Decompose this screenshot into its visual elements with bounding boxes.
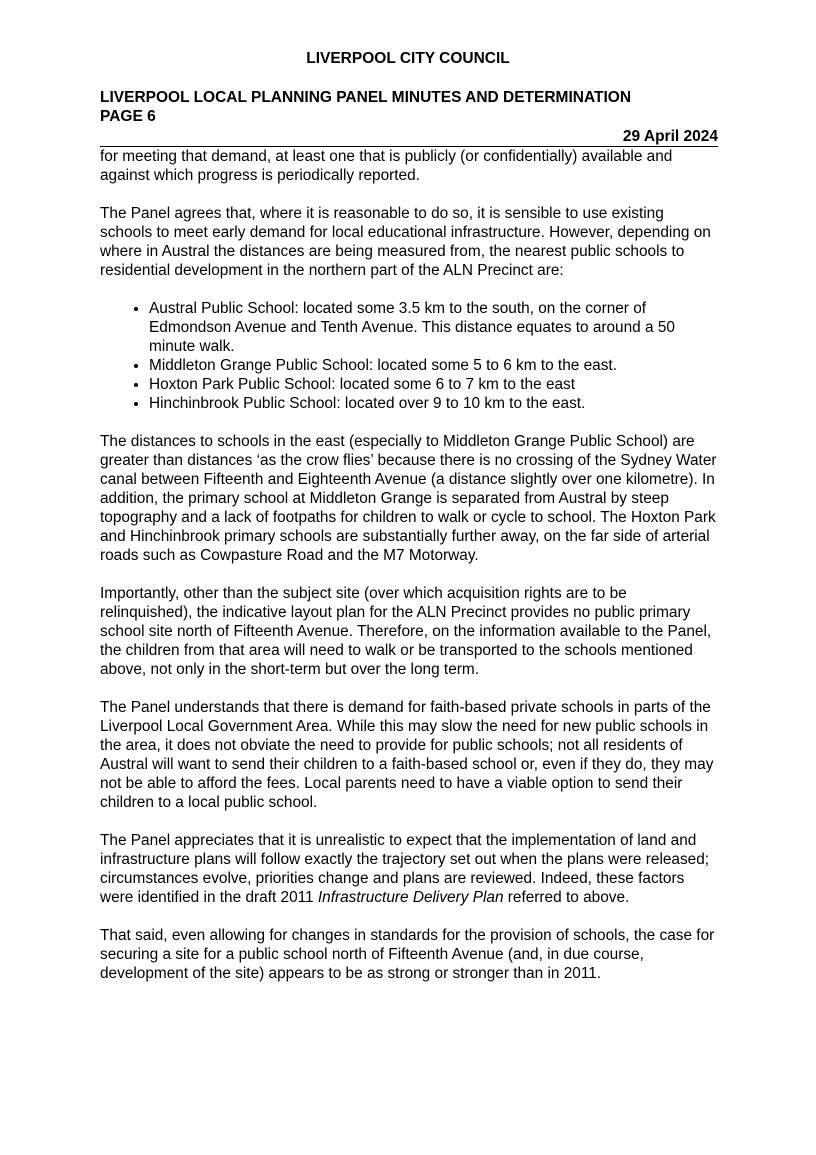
paragraph: Importantly, other than the subject site (over which acquisition rights are to be relinquished), the indicative layout plan for the ALN Precinct provides no public primary school site north of Fifteenth Avenue. Therefore, on the information available to the Panel, the children from that area will need to walk or be transported to the schools mentioned above, not only in the short-term but over the long term. bbox=[100, 585, 712, 678]
paragraph: That said, even allowing for changes in standards for the provision of schools, the case for securing a site for a public school north of Fifteenth Avenue (and, in due course, development of the site) appears to be as strong or stronger than in 2011. bbox=[100, 927, 715, 982]
paragraph: for meeting that demand, at least one that is publicly (or confidentially) available and against which progress is periodically reported. bbox=[100, 148, 673, 184]
document-title-line: LIVERPOOL LOCAL PLANNING PANEL MINUTES AND DETERMINATION bbox=[100, 89, 632, 106]
document-date: 29 April 2024 bbox=[622, 128, 718, 145]
paragraph-text: referred to above. bbox=[503, 889, 630, 906]
list-item: • Hinchinbrook Public School: located over 9 to 10 km to the east. bbox=[149, 394, 720, 413]
paragraph: The Panel understands that there is demand for faith-based private schools in parts of the Liverpool Local Government Area. While this may slow the need for new public schools in the area, it does not obviate the need to provide for public schools; not all residents of Austral will want to send their children to a faith-based school or, even if they do, they may not be able to afford the fees. Local parents need to have a viable option to send their children to a local public school. bbox=[100, 699, 714, 811]
list-item: • Hoxton Park Public School: located some 6 to 7 km to the east bbox=[149, 375, 720, 394]
council-name: LIVERPOOL CITY COUNCIL bbox=[306, 50, 510, 67]
document-title bbox=[100, 88, 720, 126]
paragraph: The distances to schools in the east (especially to Middleton Grange Public School) are greater than distances ‘as the crow flies’ because there is no crossing of the Sydney Water canal between Fifteenth and Eighteenth Avenue (a distance slightly over one kilometre). In addition, the primary school at Middleton Grange is separated from Austral by steep topography and a lack of footpaths for children to walk or cycle to school. The Hoxton Park and Hinchinbrook primary schools are substantially further away, on the far side of arterial roads such as Cowpasture Road and the M7 Motorway. bbox=[100, 433, 717, 564]
list-item: • Middleton Grange Public School: located some 5 to 6 km to the east. bbox=[149, 356, 720, 375]
document-body bbox=[100, 147, 720, 1002]
paragraph bbox=[100, 831, 720, 907]
document-reference: Infrastructure Delivery Plan bbox=[317, 889, 504, 906]
paragraph-text: The Panel appreciates that it is unrealistic to expect that the implementation of land and infrastructure plans will follow exactly the trajectory set out when the plans were released; circumstances evolve, priorities change and plans are reviewed. Indeed, these factors were identified in the draft 2011 bbox=[100, 832, 710, 906]
paragraph: The Panel agrees that, where it is reasonable to do so, it is sensible to use existing schools to meet early demand for local educational infrastructure. However, depending on where in Austral the distances are being measured from, the nearest public schools to residential development in the northern part of the ALN Precinct are: bbox=[100, 205, 711, 279]
page-number-label: PAGE 6 bbox=[100, 108, 156, 125]
list-item: • Austral Public School: located some 3.5 km to the south, on the corner of Edmondson Avenue and Tenth Avenue. This distance equates to around a 50 minute walk. bbox=[149, 299, 720, 356]
school-list bbox=[100, 299, 720, 413]
